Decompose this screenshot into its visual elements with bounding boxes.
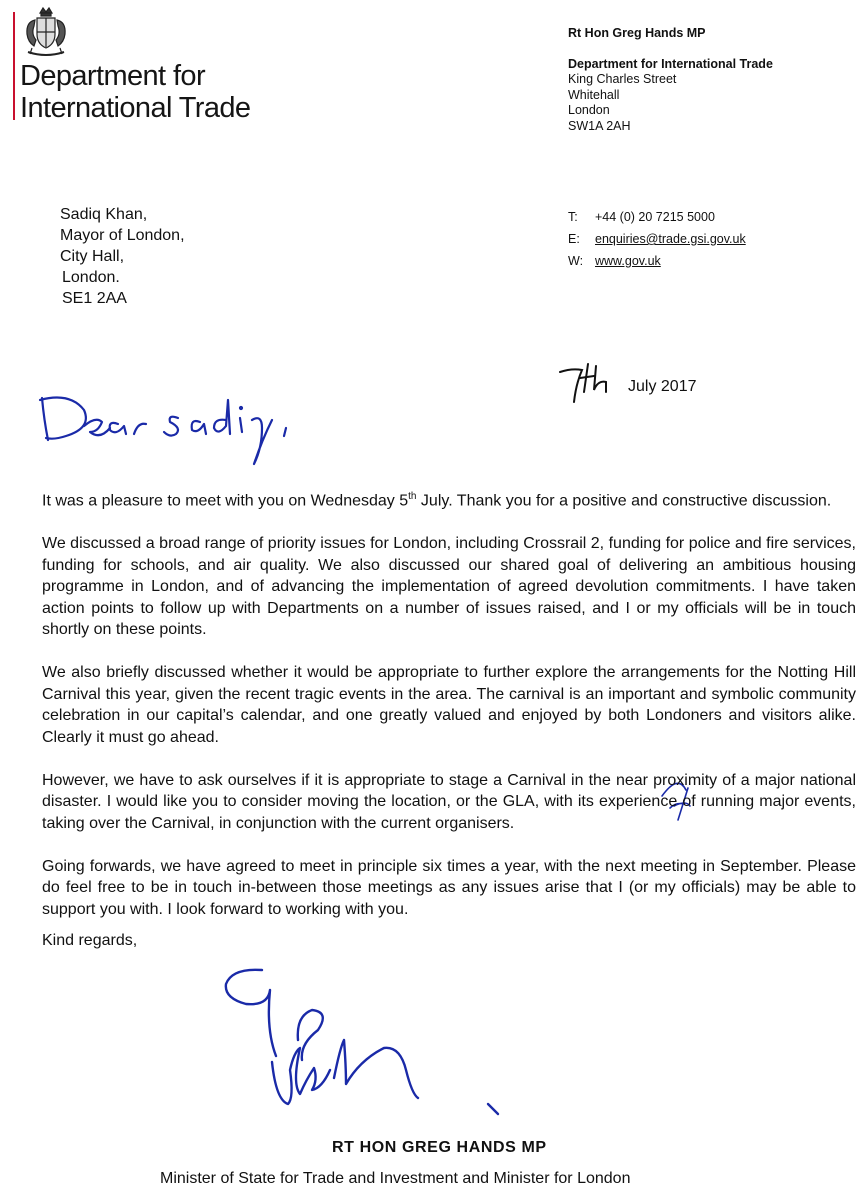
department-name-line-1: Department for bbox=[20, 60, 206, 92]
recipient-line: Sadiq Khan, bbox=[60, 206, 148, 223]
recipient-line: Mayor of London, bbox=[60, 227, 185, 244]
sender-name: Rt Hon Greg Hands MP bbox=[568, 26, 706, 40]
handwritten-salutation bbox=[40, 398, 286, 464]
signatory-name: RT HON GREG HANDS MP bbox=[332, 1139, 547, 1156]
letter-body bbox=[42, 486, 856, 942]
department-name bbox=[20, 60, 250, 124]
paragraph: We discussed a broad range of priority issues for London, including Crossrail 2, funding for police and fire services, funding for schools, and air quality. We also discussed our shared goal of delivering an ambitious housing programme in London, and of advancing the implementation of agreed devolution commitments. I have taken action points to follow up with Departments on a number of issues raised, and I or my officials will be in touch shortly on these points. bbox=[42, 535, 856, 639]
signature bbox=[226, 970, 498, 1114]
paragraph: However, we have to ask ourselves if it is appropriate to stage a Carnival in the near proximity of a major national disaster. I would like you to consider moving the location, or the GLA, with its experience of running major events, taking over the Carnival, in conjunction with the current organisers. bbox=[42, 771, 856, 832]
contact-details bbox=[568, 206, 746, 272]
recipient-line: SE1 2AA bbox=[62, 290, 127, 307]
signatory-title: Minister of State for Trade and Investment and Minister for London bbox=[160, 1170, 631, 1187]
web-label: W: bbox=[568, 254, 584, 268]
recipient-line: London. bbox=[62, 269, 120, 286]
recipient-line: City Hall, bbox=[60, 248, 125, 265]
closing: Kind regards, bbox=[42, 932, 138, 949]
sender-address bbox=[568, 26, 773, 134]
sender-street: King Charles Street bbox=[568, 72, 677, 86]
letter-date: July 2017 bbox=[628, 378, 697, 395]
paragraph: Going forwards, we have agreed to meet in principle six times a year, with the next meeting in September. Please do feel free to be in touch in-between those meetings as any issues arise that I (or my officials) may be able to support you with. I look forward to working with you. bbox=[42, 857, 856, 918]
department-name-line-2: International Trade bbox=[20, 92, 251, 124]
recipient-address bbox=[60, 204, 185, 309]
accent-bar bbox=[13, 12, 15, 120]
paragraph: It was a pleasure to meet with you on Wednesday 5th July. Thank you for a positive and constructive discussion. bbox=[42, 491, 832, 510]
website-link[interactable]: www.gov.uk bbox=[595, 254, 661, 268]
sender-area: Whitehall bbox=[568, 87, 620, 102]
sender-department: Department for International Trade bbox=[568, 56, 773, 71]
sender-city: London bbox=[568, 103, 610, 117]
telephone-number: +44 (0) 20 7215 5000 bbox=[595, 210, 715, 224]
email-label: E: bbox=[568, 232, 580, 246]
paragraph: We also briefly discussed whether it would be appropriate to further explore the arrangements for the Notting Hill Carnival this year, given the recent tragic events in the area. The carnival is an important and symbolic community celebration in our capital’s calendar, and one greatly valued and enjoyed by both Londoners and visitors alike. Clearly it must go ahead. bbox=[42, 664, 856, 746]
tel-label: T: bbox=[568, 210, 578, 224]
royal-coat-of-arms-icon bbox=[20, 4, 72, 62]
sender-postcode: SW1A 2AH bbox=[568, 118, 631, 133]
handwritten-date-day bbox=[560, 364, 606, 402]
email-link[interactable]: enquiries@trade.gsi.gov.uk bbox=[595, 232, 746, 246]
